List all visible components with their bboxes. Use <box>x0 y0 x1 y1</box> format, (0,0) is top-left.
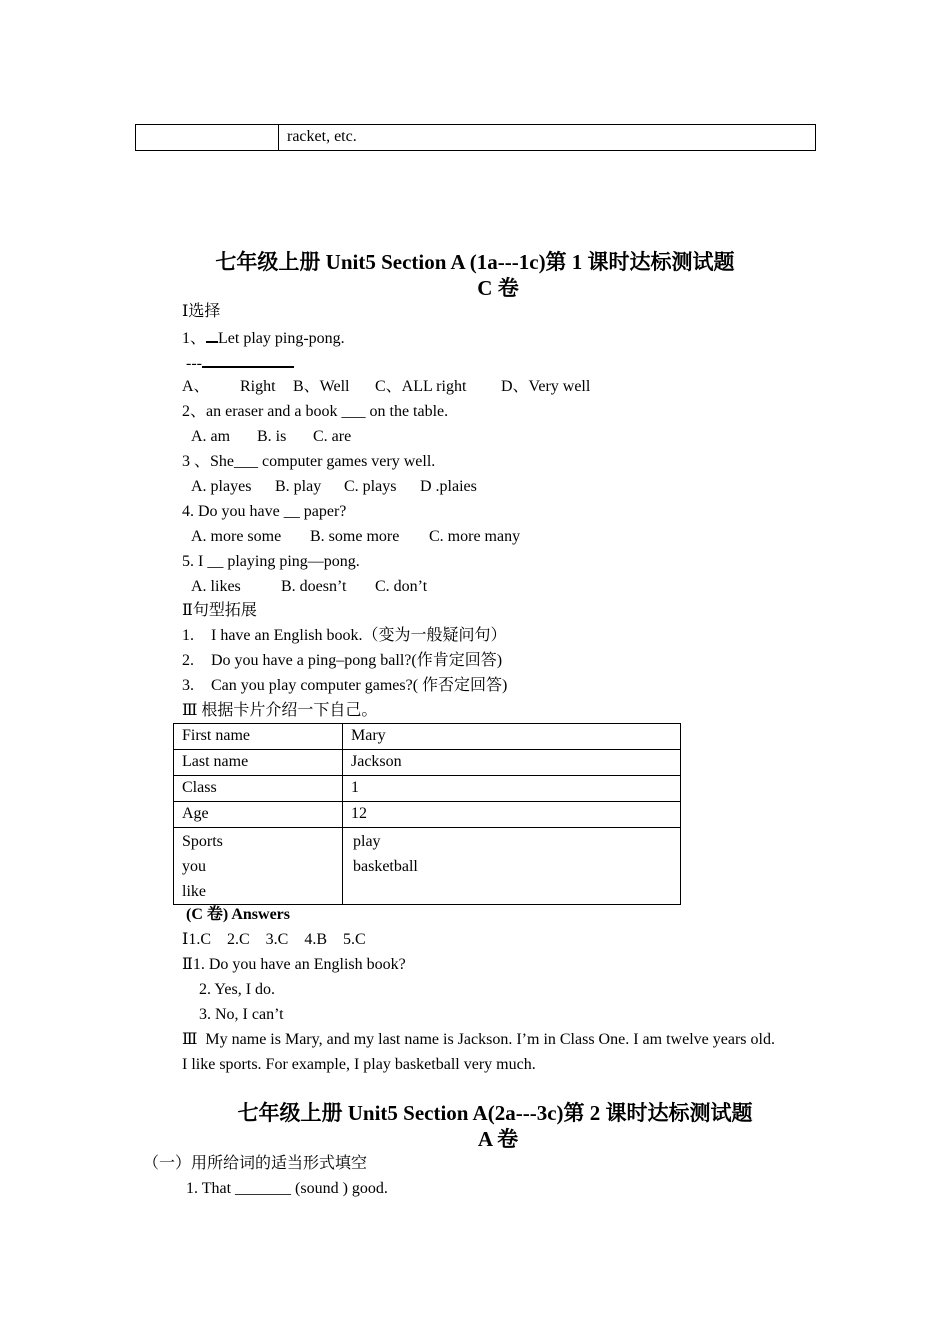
q4-option-b: B. some more <box>310 528 400 545</box>
card-key: Age <box>174 802 343 828</box>
q1-reply-prefix: --- <box>186 355 202 372</box>
card-key: Last name <box>174 750 343 776</box>
q3-option-d: D .plaies <box>420 478 477 495</box>
card-value: 1 <box>343 776 681 802</box>
sec3-heading: Ⅲ 根据卡片介绍一下自己。 <box>182 702 378 719</box>
q3-option-c: C. plays <box>344 478 397 495</box>
lesson2-question-1: 1. That _______ (sound ) good. <box>186 1180 388 1197</box>
card-value: Mary <box>343 724 681 750</box>
sec2-item-3-num: 3. <box>182 677 194 694</box>
table-row <box>174 776 681 802</box>
sec2-item-2-text: Do you have a ping–pong ball?(作肯定回答) <box>211 652 503 669</box>
q3-option-a: A. playes <box>191 478 252 495</box>
sec1-heading: Ⅰ选择 <box>182 303 221 320</box>
q1-text: Let play ping-pong. <box>218 330 345 347</box>
top-table-left-cell <box>136 125 279 151</box>
question-5: 5. I __ playing ping—pong. <box>182 553 360 570</box>
question-4: 4. Do you have __ paper? <box>182 503 347 520</box>
card-key-sports <box>174 828 343 905</box>
q3-option-b: B. play <box>275 478 322 495</box>
q2-option-b: B. is <box>257 428 287 445</box>
lesson2-sec1-heading: （一）用所给词的适当形式填空 <box>143 1155 368 1172</box>
answers-sec3-2: I like sports. For example, I play basketball very much. <box>182 1056 536 1073</box>
question-1 <box>182 327 345 349</box>
table-row <box>174 750 681 776</box>
sec2-heading: Ⅱ句型拓展 <box>182 602 257 619</box>
card-value-line: play <box>353 833 381 850</box>
q1-option-a-text: Right <box>240 378 276 395</box>
card-value-line: basketball <box>353 858 418 875</box>
q1-option-b: B、Well <box>293 378 350 395</box>
lesson1-volume: C 卷 <box>477 276 519 300</box>
q5-option-b: B. doesn’t <box>281 578 347 595</box>
q1-option-d: D、Very well <box>501 378 591 395</box>
q4-option-c: C. more many <box>429 528 521 545</box>
card-key: First name <box>174 724 343 750</box>
card-key-line: Sports <box>182 833 223 850</box>
q2-option-c: C. are <box>313 428 352 445</box>
profile-card-table <box>173 723 681 905</box>
q5-option-a: A. likes <box>191 578 241 595</box>
answers-sec2-1: Ⅱ1. Do you have an English book? <box>182 956 406 973</box>
card-key: Class <box>174 776 343 802</box>
answers-sec3-1: Ⅲ My name is Mary, and my last name is Jackson. I’m in Class One. I am twelve years old. <box>182 1031 775 1048</box>
q4-option-a: A. more some <box>191 528 282 545</box>
table-row <box>174 828 681 905</box>
q1-option-a: A、 <box>182 378 210 395</box>
sec2-item-1-text: I have an English book.（变为一般疑问句） <box>211 627 507 644</box>
sec2-item-2-num: 2. <box>182 652 194 669</box>
q1-option-c: C、ALL right <box>375 378 467 395</box>
lesson1-title: 七年级上册 Unit5 Section A (1a---1c)第 1 课时达标测试题 <box>215 250 735 274</box>
q2-option-a: A. am <box>191 428 231 445</box>
answers-sec2-3: 3. No, I can’t <box>199 1006 284 1023</box>
card-key-line: like <box>182 883 206 900</box>
answers-sec1: Ⅰ1.C 2.C 3.C 4.B 5.C <box>182 931 366 948</box>
card-value: 12 <box>343 802 681 828</box>
answers-sec2-2: 2. Yes, I do. <box>199 981 276 998</box>
q1-reply-blank <box>202 352 294 368</box>
table-row <box>174 802 681 828</box>
sec2-item-1-num: 1. <box>182 627 194 644</box>
lesson2-title: 七年级上册 Unit5 Section A(2a---3c)第 2 课时达标测试题 <box>237 1101 753 1125</box>
card-value: Jackson <box>343 750 681 776</box>
lesson2-volume: A 卷 <box>477 1127 519 1151</box>
answers-heading: (C 卷) Answers <box>186 906 290 923</box>
q1-prefix: 1、 <box>182 330 207 347</box>
q5-option-c: C. don’t <box>375 578 428 595</box>
sec2-item-3-text: Can you play computer games?( 作否定回答) <box>211 677 508 694</box>
question-2: 2、an eraser and a book ___ on the table. <box>182 403 449 420</box>
top-table <box>135 124 816 151</box>
q1-blank <box>206 327 218 343</box>
top-table-right-cell: racket, etc. <box>279 125 816 151</box>
table-row <box>174 724 681 750</box>
card-value-sports <box>343 828 681 905</box>
card-key-line: you <box>182 858 206 875</box>
question-3: 3 、She___ computer games very well. <box>182 453 436 470</box>
question-1-reply <box>186 352 294 374</box>
